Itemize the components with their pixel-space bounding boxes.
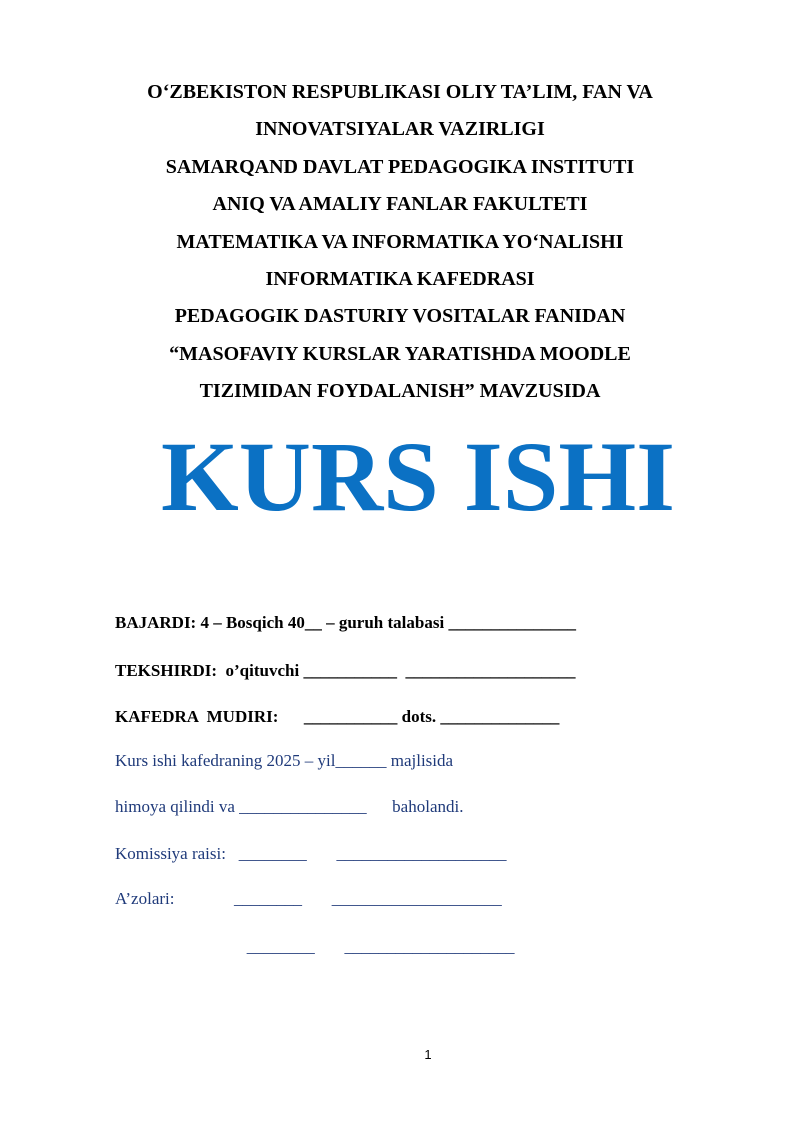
header-line-subject: PEDAGOGIK DASTURIY VOSITALAR FANIDAN bbox=[174, 305, 626, 328]
page-number: 1 bbox=[424, 1047, 432, 1062]
defense-meeting-line: Kurs ishi kafedraning 2025 – yil______ majlisida bbox=[115, 751, 454, 770]
header-line-topic-2: TIZIMIDAN FOYDALANISH” MAVZUSIDA bbox=[199, 380, 601, 403]
header-line-topic-1: “MASOFAVIY KURSLAR YARATISHDA MOODLE bbox=[169, 342, 631, 365]
commission-chair-line: Komissiya raisi: ________ ____________________ bbox=[115, 844, 507, 863]
defense-grade-line: himoya qilindi va _______________ baholandi. bbox=[115, 797, 464, 816]
header-line-direction: MATEMATIKA VA INFORMATIKA YO‘NALISHI bbox=[176, 230, 624, 253]
department-head-line: KAFEDRA MUDIRI: ___________ dots. ______________ bbox=[115, 707, 560, 726]
commission-members-extra-line: ________ ____________________ bbox=[115, 937, 515, 956]
header-line-department: INFORMATIKA KAFEDRASI bbox=[265, 267, 535, 290]
checked-by-line: TEKSHIRDI: o’qituvchi ___________ ____________________ bbox=[115, 661, 576, 680]
commission-members-line: A’zolari: ________ ____________________ bbox=[115, 889, 502, 908]
document-title: KURS ISHI bbox=[160, 421, 676, 532]
header-line-faculty: ANIQ VA AMALIY FANLAR FAKULTETI bbox=[212, 193, 588, 216]
header-line-ministry-1: O‘ZBEKISTON RESPUBLIKASI OLIY TA’LIM, FAN VA bbox=[147, 81, 653, 103]
performed-by-line: BAJARDI: 4 – Bosqich 40__ – guruh talabasi _______________ bbox=[115, 613, 576, 632]
document-header bbox=[0, 74, 800, 411]
header-line-ministry-2: INNOVATSIYALAR VAZIRLIGI bbox=[255, 118, 545, 141]
header-line-institute: SAMARQAND DAVLAT PEDAGOGIKA INSTITUTI bbox=[165, 155, 635, 178]
